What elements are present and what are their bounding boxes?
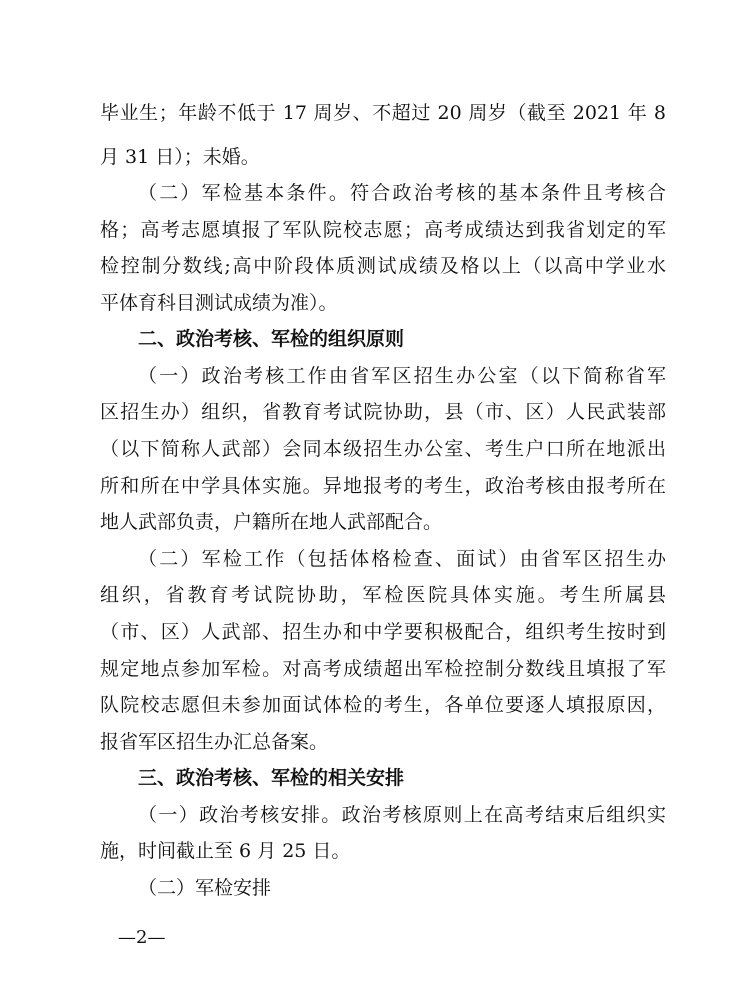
paragraph-line: （二）军检基本条件。符合政治考核的基本条件且考核合: [138, 182, 666, 204]
paragraph-line: 队院校志愿但未参加面试体检的考生，各单位要逐人填报原因，: [100, 694, 666, 716]
paragraph-line: 组织，省教育考试院协助，军检医院具体实施。考生所属县: [100, 584, 666, 606]
paragraph-line: （二）军检工作（包括体格检查、面试）由省军区招生办: [138, 548, 666, 570]
paragraph-line: 平体育科目测试成绩为准）。: [100, 292, 338, 314]
paragraph-line: （一）政治考核安排。政治考核原则上在高考结束后组织实: [138, 804, 666, 826]
paragraph-line: 报省军区招生办汇总备案。: [100, 731, 329, 753]
paragraph-line: 地人武部负责，户籍所在地人武部配合。: [100, 511, 443, 533]
page-number: —2—: [118, 927, 166, 948]
paragraph-line: 施，时间截止至 6 月 25 日。: [100, 840, 351, 862]
paragraph-line: 所和所在中学具体实施。异地报考的考生，政治考核由报考所在: [100, 475, 666, 497]
paragraph-line: （以下简称人武部）会同本级招生办公室、考生户口所在地派出: [100, 438, 666, 460]
paragraph-line: 检控制分数线;高中阶段体质测试成绩及格以上（以高中学业水: [100, 255, 666, 277]
paragraph-line: 月 31 日）；未婚。: [100, 146, 260, 168]
paragraph-line: 毕业生；年龄不低于 17 周岁、不超过 20 周岁（截至 2021 年 8: [100, 102, 666, 124]
paragraph-line: 规定地点参加军检。对高考成绩超出军检控制分数线且填报了军: [100, 658, 666, 680]
paragraph-line: （一）政治考核工作由省军区招生办公室（以下简称省军: [138, 365, 666, 387]
section-heading: 二、政治考核、军检的组织原则: [138, 328, 405, 350]
paragraph-line: （市、区）人武部、招生办和中学要积极配合，组织考生按时到: [100, 621, 666, 643]
section-heading: 三、政治考核、军检的相关安排: [138, 767, 405, 789]
paragraph-line: 区招生办）组织，省教育考试院协助，县（市、区）人民武装部: [100, 401, 666, 423]
paragraph-line: （二）军检安排: [138, 877, 272, 899]
paragraph-line: 格；高考志愿填报了军队院校志愿；高考成绩达到我省划定的军: [100, 219, 666, 241]
